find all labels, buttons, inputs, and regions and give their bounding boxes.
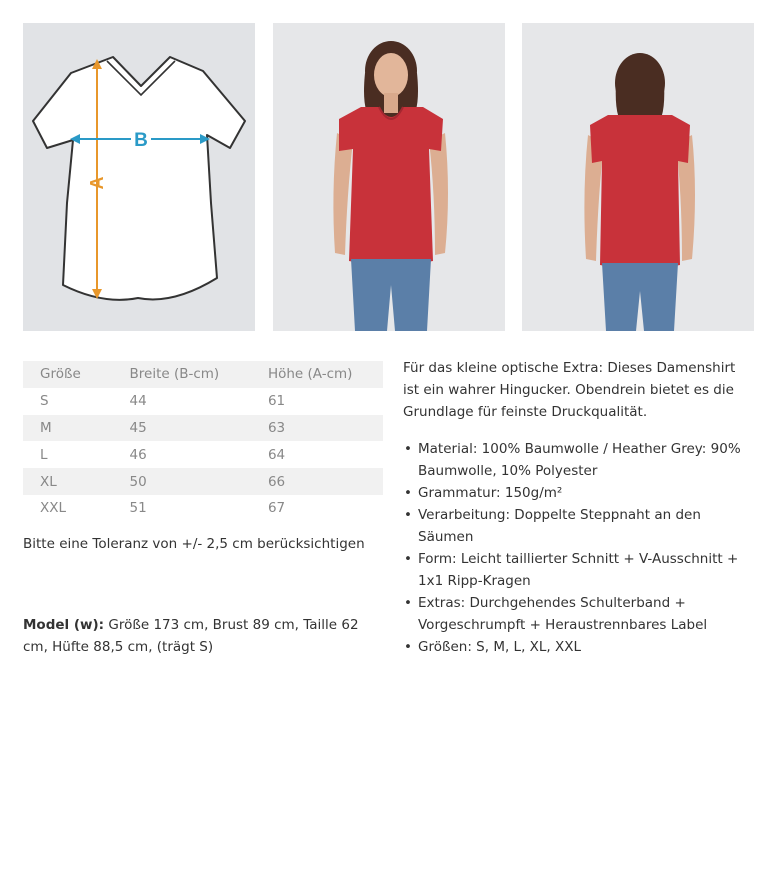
product-description: Für das kleine optische Extra: Dieses Damenshirt ist ein wahrer Hingucker. Obendrein bietet es die Grundlage für feinste Druckqualität.: [403, 360, 736, 420]
header-width: Breite (B-cm): [129, 366, 220, 383]
width-cell: 45: [129, 419, 147, 436]
size-cell: L: [40, 446, 48, 463]
list-item: • Extras: Durchgehendes Schulterband + Vorgeschrumpft + Heraustrennbares Label: [403, 592, 753, 636]
label-a: A: [87, 176, 107, 190]
feature-list: [403, 438, 753, 658]
size-cell: S: [40, 393, 49, 410]
width-cell: 44: [129, 393, 147, 410]
model-back-photo: [522, 23, 754, 331]
height-cell: 64: [267, 446, 286, 463]
list-item: • Größen: S, M, L, XL, XXL: [403, 636, 753, 658]
table-row: [23, 468, 383, 495]
model-back-illustration: [522, 23, 754, 331]
model-label: Model (w):: [23, 617, 105, 633]
model-front-illustration: [273, 23, 505, 331]
size-cell: XXL: [40, 500, 67, 517]
list-item: • Form: Leicht taillierter Schnitt + V-Ausschnitt + 1x1 Ripp-Kragen: [403, 548, 753, 592]
model-front-photo: [273, 23, 505, 331]
height-cell: 66: [267, 473, 286, 490]
list-item: • Verarbeitung: Doppelte Steppnaht an den Säumen: [403, 504, 753, 548]
height-cell: 61: [267, 393, 286, 410]
model-info: [23, 614, 383, 658]
header-height: Höhe (A-cm): [267, 366, 353, 383]
size-cell: XL: [40, 473, 57, 490]
model-measurements: Größe 173 cm, Brust 89 cm, Taille 62 cm, Hüfte 88,5 cm, (trägt S): [23, 617, 359, 655]
list-item: • Grammatur: 150g/m²: [403, 482, 753, 504]
header-size: Größe: [40, 366, 81, 383]
table-row: [23, 415, 383, 442]
table-row: [23, 388, 383, 415]
size-diagram-panel: [23, 23, 255, 331]
size-table-header-row: [23, 361, 383, 388]
list-item: • Material: 100% Baumwolle / Heather Grey: 90% Baumwolle, 10% Polyester: [403, 438, 753, 482]
width-cell: 51: [129, 500, 147, 517]
height-cell: 67: [267, 500, 286, 517]
table-row: [23, 441, 383, 468]
height-cell: 63: [267, 419, 286, 436]
label-b: B: [134, 130, 148, 151]
width-cell: 46: [129, 446, 147, 463]
tshirt-outline-diagram: [23, 23, 255, 331]
table-row: [23, 495, 383, 522]
size-cell: M: [40, 419, 52, 436]
size-table: [23, 361, 383, 522]
tolerance-note: Bitte eine Toleranz von +/- 2,5 cm berücksichtigen: [23, 536, 365, 552]
width-cell: 50: [129, 473, 147, 490]
